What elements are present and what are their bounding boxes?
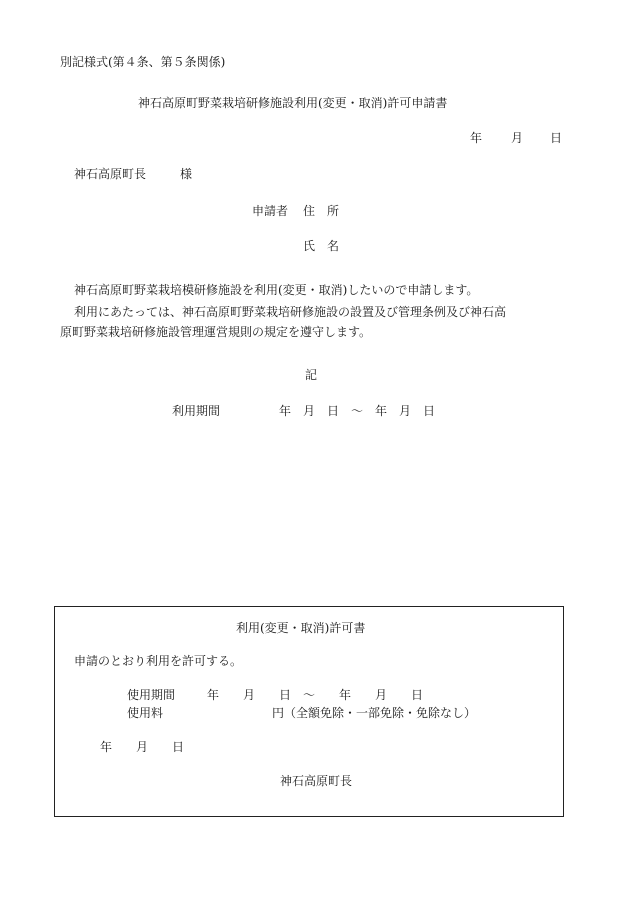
name-label: 氏 名 <box>303 239 340 253</box>
permit-statement: 申請のとおり利用を許可する。 <box>74 654 243 668</box>
permit-title: 利用(変更・取消)許可書 <box>236 621 366 635</box>
date-year-label: 年 <box>470 131 483 145</box>
permit-fee-value: 円（全額免除・一部免除・免除なし） <box>272 706 477 720</box>
body-line-2: 利用にあたっては、神石高原町野菜栽培研修施設の設置及び管理条例及び神石高 <box>74 305 507 319</box>
permit-date: 年 月 日 <box>100 740 185 754</box>
ki-heading: 記 <box>305 368 318 382</box>
addressee-name: 神石高原町長 <box>74 167 147 181</box>
addressee-honorific: 様 <box>180 167 193 181</box>
usage-period-value: 年 月 日 ～ 年 月 日 <box>279 404 436 418</box>
document-title: 神石高原町野菜栽培研修施設利用(変更・取消)許可申請書 <box>138 96 448 110</box>
permit-period-label: 使用期間 <box>127 688 176 702</box>
form-label: 別記様式(第４条、第５条関係) <box>60 55 226 69</box>
body-line-3: 原町野菜栽培研修施設管理運営規則の規定を遵守します。 <box>60 325 372 339</box>
body-line-1: 神石高原町野菜栽培模研修施設を利用(変更・取消)したいので申請します。 <box>74 283 479 297</box>
applicant-label: 申請者 <box>252 204 289 218</box>
date-day-label: 日 <box>550 131 563 145</box>
permit-issuer: 神石高原町長 <box>280 774 353 788</box>
date-month-label: 月 <box>511 131 524 145</box>
usage-period-label: 利用期間 <box>172 404 221 418</box>
permit-fee-label: 使用料 <box>127 706 164 720</box>
address-label: 住 所 <box>303 204 340 218</box>
permit-period-value: 年 月 日 ～ 年 月 日 <box>207 688 424 702</box>
